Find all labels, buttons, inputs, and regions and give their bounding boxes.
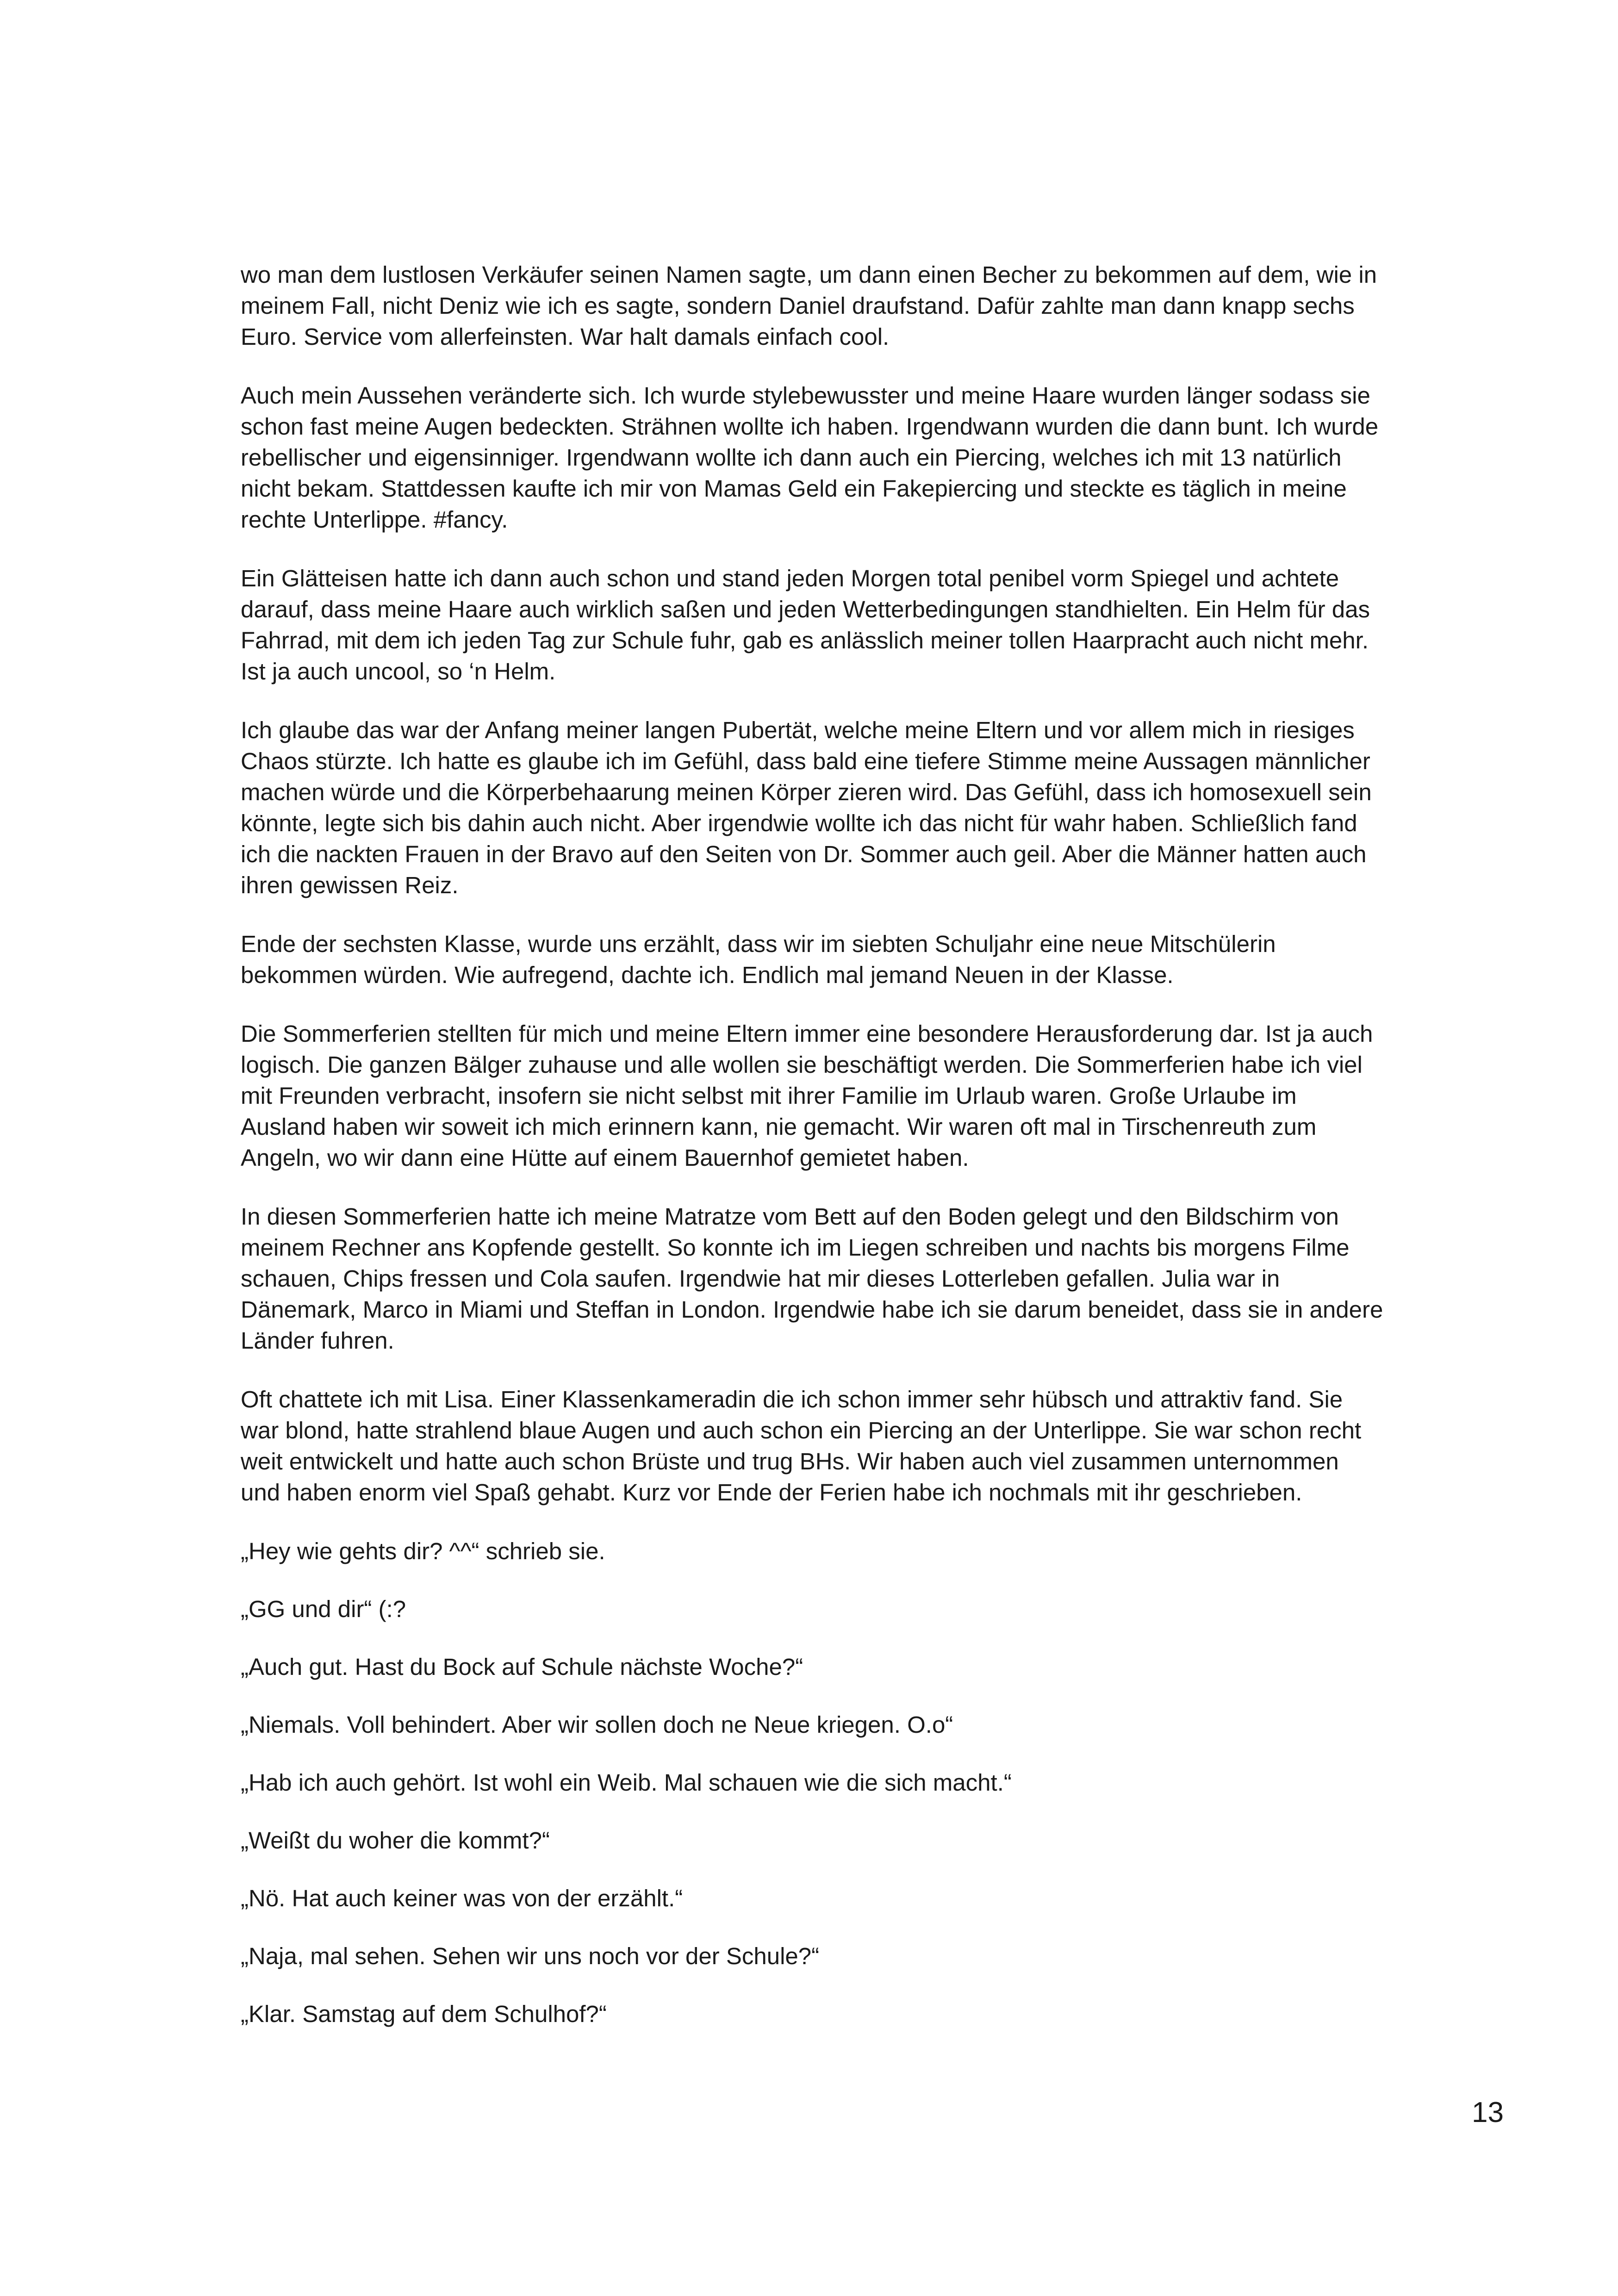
paragraph: Auch mein Aussehen veränderte sich. Ich wurde stylebewusster und meine Haare wurden länger sodass sie schon fast meine Augen bedeckten. Strähnen wollte ich haben. Irgendwann wurden die dann bunt. Ich wurde rebellischer und eigensinniger. Irgendwann wollte ich dann auch ein Piercing, welches ich mit 13 natürlich nicht bekam. Stattdessen kaufte ich mir von Mamas Geld ein Fakepiercing und steckte es täglich in meine rechte Unterlippe. #fancy. [241, 382, 1379, 533]
dialogue-line: „Naja, mal sehen. Sehen wir uns noch vor der Schule?“ [241, 1943, 820, 1969]
dialogue-line: „Weißt du woher die kommt?“ [241, 1827, 550, 1854]
dialogue-line: „GG und dir“ (:? [241, 1596, 406, 1622]
dialogue-line: „Klar. Samstag auf dem Schulhof?“ [241, 2001, 607, 2027]
paragraph: Die Sommerferien stellten für mich und meine Eltern immer eine besondere Herausforderung dar. Ist ja auch logisch. Die ganzen Bälger zuhause und alle wollen sie beschäftigt werden. Die Sommerferien habe ich viel mit Freunden verbracht, insofern sie nicht selbst mit ihrer Familie im Urlaub waren. Große Urlaube im Ausland haben wir soweit ich mich erinnern kann, nie gemacht. Wir waren oft mal in Tirschenreuth zum Angeln, wo wir dann eine Hütte auf einem Bauernhof gemietet haben. [241, 1020, 1373, 1171]
paragraph: Oft chattete ich mit Lisa. Einer Klassenkameradin die ich schon immer sehr hübsch und attraktiv fand. Sie war blond, hatte strahlend blaue Augen und auch schon ein Piercing an der Unterlippe. Sie war schon recht weit entwickelt und hatte auch schon Brüste und trug BHs. Wir haben auch viel zusammen unternommen und haben enorm viel Spaß gehabt. Kurz vor Ende der Ferien habe ich nochmals mit ihr geschrieben. [241, 1386, 1362, 1506]
dialogue-line: „Nö. Hat auch keiner was von der erzählt.“ [241, 1885, 683, 1911]
paragraph: Ende der sechsten Klasse, wurde uns erzählt, dass wir im siebten Schuljahr eine neue Mitschülerin bekommen würden. Wie aufregend, dachte ich. Endlich mal jemand Neuen in der Klasse. [241, 931, 1276, 988]
dialogue-line: „Hey wie gehts dir? ^^“ schrieb sie. [241, 1538, 605, 1564]
dialogue-line: „Hab ich auch gehört. Ist wohl ein Weib. Mal schauen wie die sich macht.“ [241, 1769, 1012, 1796]
dialogue-line: „Niemals. Voll behindert. Aber wir sollen doch ne Neue kriegen. O.o“ [241, 1711, 953, 1738]
page-body [241, 259, 1384, 2056]
page-number: 13 [1472, 2097, 1504, 2128]
paragraph: wo man dem lustlosen Verkäufer seinen Namen sagte, um dann einen Becher zu bekommen auf dem, wie in meinem Fall, nicht Deniz wie ich es sagte, sondern Daniel draufstand. Dafür zahlte man dann knapp sechs Euro. Service vom allerfeinsten. War halt damals einfach cool. [241, 261, 1377, 350]
paragraph: Ich glaube das war der Anfang meiner langen Pubertät, welche meine Eltern und vor allem mich in riesiges Chaos stürzte. Ich hatte es glaube ich im Gefühl, dass bald eine tiefere Stimme meine Aussagen männlicher machen würde und die Körperbehaarung meinen Körper zieren wird. Das Gefühl, dass ich homosexuell sein könnte, legte sich bis dahin auch nicht. Aber irgendwie wollte ich das nicht für wahr haben. Schließlich fand ich die nackten Frauen in der Bravo auf den Seiten von Dr. Sommer auch geil. Aber die Männer hatten auch ihren gewissen Reiz. [241, 717, 1372, 898]
dialogue-line: „Auch gut. Hast du Bock auf Schule nächste Woche?“ [241, 1654, 803, 1680]
paragraph: In diesen Sommerferien hatte ich meine Matratze vom Bett auf den Boden gelegt und den Bildschirm von meinem Rechner ans Kopfende gestellt. So konnte ich im Liegen schreiben und nachts bis morgens Filme schauen, Chips fressen und Cola saufen. Irgendwie hat mir dieses Lotterleben gefallen. Julia war in Dänemark, Marco in Miami und Steffan in London. Irgendwie habe ich sie darum beneidet, dass sie in andere Länder fuhren. [241, 1203, 1383, 1354]
paragraph: Ein Glätteisen hatte ich dann auch schon und stand jeden Morgen total penibel vorm Spiegel und achtete darauf, dass meine Haare auch wirklich saßen und jeden Wetterbedingungen standhielten. Ein Helm für das Fahrrad, mit dem ich jeden Tag zur Schule fuhr, gab es anlässlich meiner tollen Haarpracht auch nicht mehr. Ist ja auch uncool, so ‘n Helm. [241, 565, 1370, 684]
